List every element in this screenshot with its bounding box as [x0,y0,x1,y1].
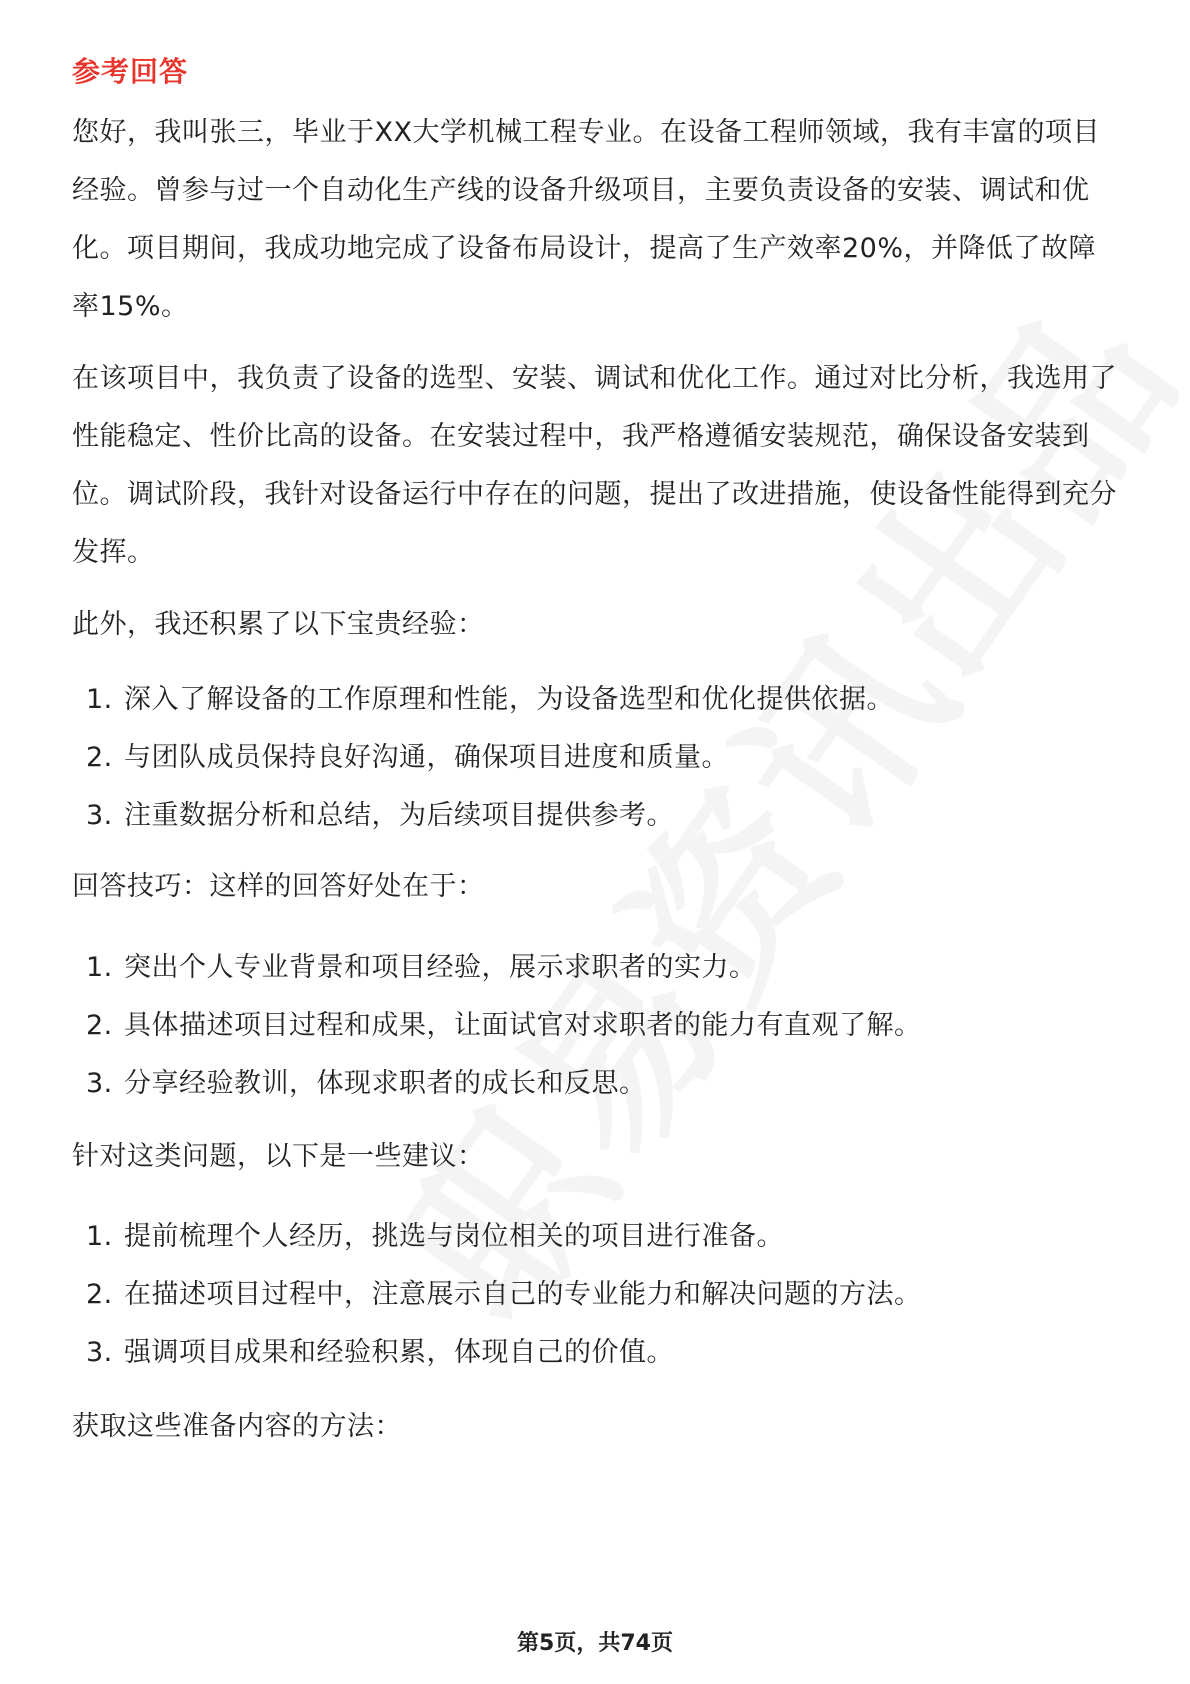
list-item: 2. 与团队成员保持良好沟通，确保项目进度和质量。 [86,742,729,773]
experience-heading: 此外，我还积累了以下宝贵经验： [72,609,485,640]
suggestions-heading: 针对这类问题，以下是一些建议： [72,1141,485,1172]
list-item: 3. 强调项目成果和经验积累，体现自己的价值。 [86,1337,674,1368]
list-item: 3. 注重数据分析和总结，为后续项目提供参考。 [86,800,674,831]
page-number: 第5页，共74页 [517,1631,673,1656]
list-item: 1. 深入了解设备的工作原理和性能，为设备选型和优化提供依据。 [86,684,894,715]
tips-heading: 回答技巧：这样的回答好处在于： [72,871,485,902]
section-title: 参考回答 [72,55,189,88]
experience-list [72,671,1122,845]
list-item: 1. 突出个人专业背景和项目经验，展示求职者的实力。 [86,952,757,983]
tips-list [72,939,1122,1113]
methods-heading: 获取这些准备内容的方法： [72,1411,402,1442]
list-item: 3. 分享经验教训，体现求职者的成长和反思。 [86,1068,647,1099]
project-paragraph: 在该项目中，我负责了设备的选型、安装、调试和优化工作。通过对比分析，我选用了性能稳定、性价比高的设备。在安装过程中，我严格遵循安装规范，确保设备安装到位。调试阶段，我针对设备运行中存在的问题，提出了改进措施，使设备性能得到充分发挥。 [72,363,1117,568]
intro-paragraph: 您好，我叫张三，毕业于XX大学机械工程专业。在设备工程师领域，我有丰富的项目经验。曾参与过一个自动化生产线的设备升级项目，主要负责设备的安装、调试和优化。项目期间，我成功地完成了设备布局设计，提高了生产效率20%，并降低了故障率15%。 [72,117,1100,322]
suggestions-list [72,1208,1122,1382]
list-item: 2. 具体描述项目过程和成果，让面试官对求职者的能力有直观了解。 [86,1010,922,1041]
list-item: 1. 提前梳理个人经历，挑选与岗位相关的项目进行准备。 [86,1221,784,1252]
list-item: 2. 在描述项目过程中，注意展示自己的专业能力和解决问题的方法。 [86,1279,922,1310]
